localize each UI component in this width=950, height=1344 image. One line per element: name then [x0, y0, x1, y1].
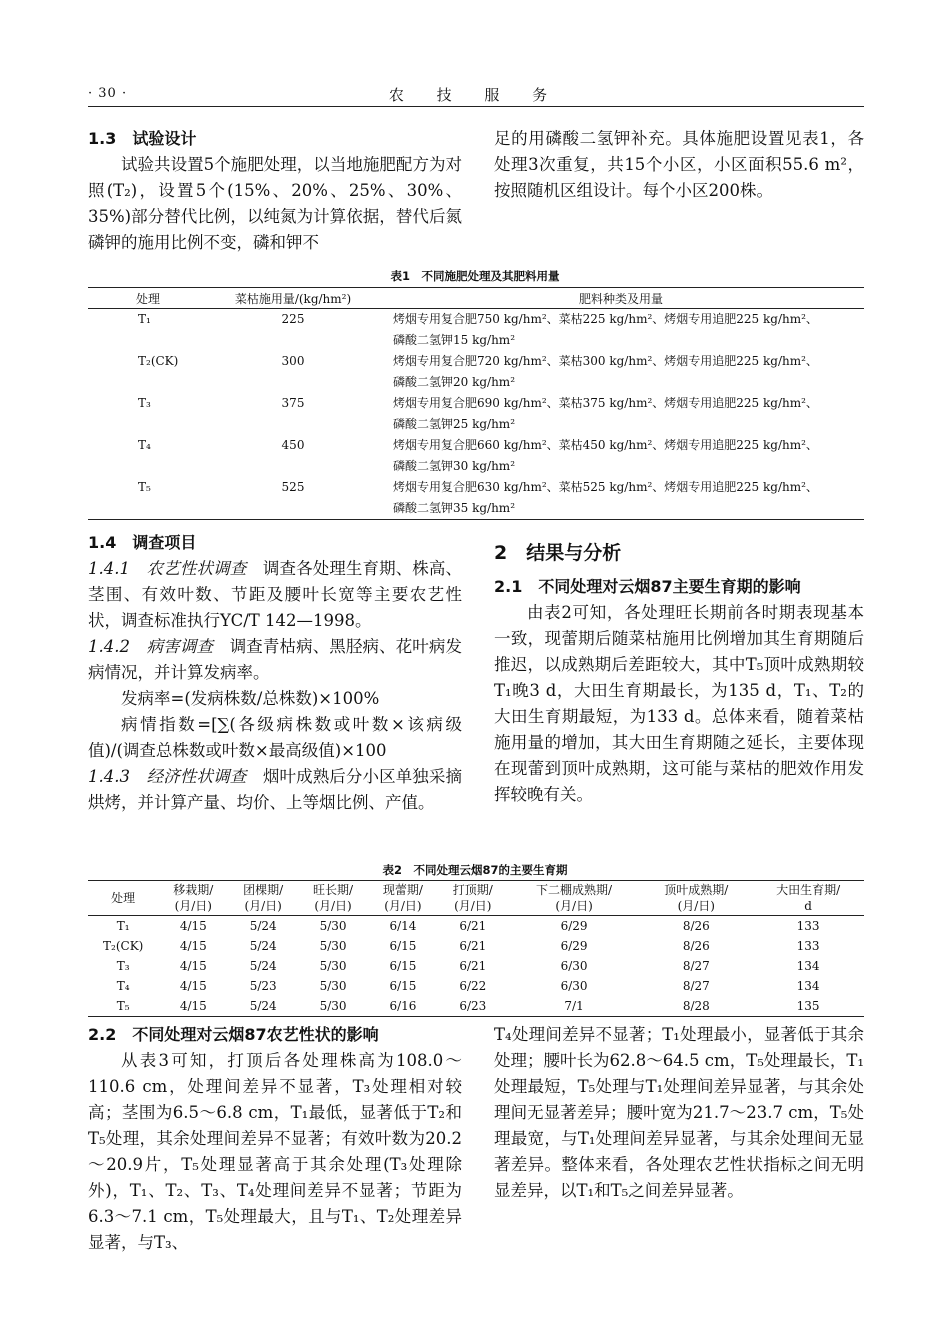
table-2-cell: 8/27	[682, 959, 710, 973]
table-1-header-cell: 肥料种类及用量	[378, 288, 864, 309]
table-2-cell: 8/28	[640, 996, 752, 1017]
table-2-cell: T₂(CK)	[103, 939, 144, 953]
table-2-header-cell	[298, 881, 368, 916]
section-1-4	[88, 530, 462, 816]
table-2-header-cell	[438, 881, 508, 916]
subsection-1-4-2-text: 调查青枯病、黑胫病、花叶病发病情况，并计算发病率。	[88, 637, 463, 682]
table-2-cell: T₅	[88, 996, 158, 1017]
table-2-cell: 6/23	[438, 996, 508, 1017]
table-2-cell: 5/30	[319, 919, 347, 933]
page-number: · 30 ·	[88, 86, 128, 101]
table-2-header-line2: (月/日)	[384, 899, 422, 913]
table-1-amount-cell: 300	[281, 354, 305, 368]
section-1-3-text: 试验共设置5个施肥处理，以当地施肥配方为对照(T₂)，设置5个(15%、20%、25%、30%、35%)部分替代比例，以纯氮为计算依据，替代后氮磷钾的施用比例不变，磷和钾不	[88, 155, 462, 252]
section-2-2-title: 2.2 不同处理对云烟87农艺性状的影响	[88, 1025, 379, 1044]
table-1-empty-cell	[208, 414, 378, 435]
subsection-1-4-1-label: 1.4.1 农艺性状调查	[88, 559, 247, 578]
table-1-fertilizer-cell: 烤烟专用复合肥660 kg/hm²、菜枯450 kg/hm²、烤烟专用追肥225 kg/hm²、	[393, 438, 818, 452]
table-2-cell: T₃	[116, 959, 130, 973]
table-1-header-cell: 处理	[88, 288, 208, 309]
table-1-empty-cell	[88, 498, 208, 520]
journal-title: 农 技 服 务	[388, 86, 562, 104]
table-2-header-line2: (月/日)	[677, 899, 715, 913]
table-1-fertilizer-cell-line2: 磷酸二氢钾30 kg/hm²	[393, 459, 515, 473]
table-2-cell: 4/15	[179, 979, 207, 993]
table-1-treatment-cell: T₃	[138, 396, 151, 410]
table-2-header-line1: 顶叶成熟期/	[664, 883, 729, 897]
table-2-cell: 133	[796, 939, 820, 953]
table-2-header-cell	[368, 881, 438, 916]
table-1-empty-cell	[208, 330, 378, 351]
table-2-cell: 5/24	[249, 959, 277, 973]
table-2-header-line1: 大田生育期/	[776, 883, 841, 897]
table-2-cell: 133	[796, 919, 820, 933]
table-1-empty-cell	[88, 372, 208, 393]
subsection-1-4-1-text: 调查各处理生育期、株高、茎围、有效叶数、节距及腰叶长宽等主要农艺性状，调查标准执行YC/T 142—1998。	[88, 559, 463, 630]
table-1-treatment-cell: T₄	[138, 438, 151, 452]
table-1-row	[88, 435, 864, 456]
formula-incidence: 发病率=(发病株数/总株数)×100%	[121, 689, 380, 708]
section-2-2-text: 从表3可知，打顶后各处理株高为108.0～110.6 cm，处理间差异不显著，T₃处理相对较高；茎围为6.5～6.8 cm，T₁最低，显著低于T₂和T₅处理，其余处理间差异不显著；有效叶数为20.2～20.9片，T₅处理显著高于其余处理(T₃处理除外)，T₁、T₂、T₃、T₄处理间差异不显著；节距为6.3～7.1 cm，T₅处理最大，且与T₁、T₂处理差异显著，与T₃、	[88, 1051, 462, 1252]
table-1-fertilizer-cell: 烤烟专用复合肥690 kg/hm²、菜枯375 kg/hm²、烤烟专用追肥225 kg/hm²、	[393, 396, 818, 410]
table-2-header-cell	[640, 881, 752, 916]
table-2-header-cell	[228, 881, 298, 916]
table-2-header-line2: (月/日)	[314, 899, 352, 913]
table-1-amount-cell: 450	[281, 438, 305, 452]
table-1-row	[88, 393, 864, 414]
section-2-2-continued-text: T₄处理间差异不显著；T₁处理最小，显著低于其余处理；腰叶长为62.8～64.5 cm，T₅处理最长，T₁处理最短，T₅处理与T₁处理间差异显著，与其余处理间无显著差异；腰叶宽为21.7～23.7 cm，T₅处理最宽，与T₁处理间差异显著，与其余处理间无显著差异。整体来看，各处理农艺性状指标之间无明显差异，以T₁和T₅之间差异显著。	[494, 1025, 864, 1200]
table-2-header-line1: 移栽期/	[173, 883, 214, 897]
table-2-cell: 8/26	[682, 919, 710, 933]
table-1-fertilizer-cell-line2: 磷酸二氢钾15 kg/hm²	[393, 333, 515, 347]
table-1-fertilizer-cell-line2: 磷酸二氢钾25 kg/hm²	[393, 417, 515, 431]
table-1-row	[88, 309, 864, 331]
table-1-header-cell: 菜枯施用量/(kg/hm²)	[208, 288, 378, 309]
subsection-1-4-2-label: 1.4.2 病害调查	[88, 637, 214, 656]
table-2-cell: 6/15	[389, 959, 417, 973]
section-1-3	[88, 126, 462, 256]
table-2-header-cell	[508, 881, 641, 916]
table-1-amount-cell: 525	[281, 480, 305, 494]
table-1-row-continued	[88, 498, 864, 520]
table-1-treatment-cell: T₁	[138, 312, 151, 326]
table-2-cell: 4/15	[158, 996, 228, 1017]
table-2-header-line2: (月/日)	[555, 899, 593, 913]
table-2-cell: 5/30	[319, 939, 347, 953]
table-2-cell: 5/24	[228, 996, 298, 1017]
table-2-cell: 134	[796, 979, 820, 993]
table-1-treatment-cell: T₅	[138, 480, 151, 494]
table-1-row	[88, 477, 864, 498]
section-2-1-title: 2.1 不同处理对云烟87主要生育期的影响	[494, 577, 801, 596]
header-rule	[88, 106, 864, 107]
table-2-row	[88, 976, 864, 996]
table-2-cell: 6/22	[459, 979, 487, 993]
table-1-treatment-cell: T₂(CK)	[138, 354, 179, 368]
subsection-1-4-3-text: 烟叶成熟后分小区单独采摘烘烤，并计算产量、均价、上等烟比例、产值。	[88, 767, 463, 812]
table-2-cell: T₄	[116, 979, 130, 993]
table-2-header-line2: (月/日)	[174, 899, 212, 913]
table-1-caption: 表1 不同施肥处理及其肥料用量	[390, 269, 560, 283]
table-2-cell: 6/21	[459, 919, 487, 933]
table-2-cell: 6/21	[459, 939, 487, 953]
table-2-row	[88, 956, 864, 976]
table-2-header-line1: 处理	[111, 891, 136, 905]
table-1-row-continued	[88, 456, 864, 477]
table-2-header-line1: 下二棚成熟期/	[536, 883, 613, 897]
section-2-2-continued	[494, 1022, 864, 1204]
table-2-cell: 5/30	[319, 979, 347, 993]
table-2-cell: 6/21	[459, 959, 487, 973]
table-1-row	[88, 351, 864, 372]
table-1-amount-cell: 225	[281, 312, 305, 326]
table-1-empty-cell	[88, 456, 208, 477]
table-2-header-cell	[88, 881, 158, 916]
table-1-row-continued	[88, 330, 864, 351]
section-2-1-text: 由表2可知，各处理旺长期前各时期表现基本一致，现蕾期后随菜枯施用比例增加其生育期随后推迟，以成熟期后差距较大，其中T₅顶叶成熟期较T₁晚3 d，大田生育期最长，为135 d，T₁、T₂的大田生育期最短，为133 d。总体来看，随着菜枯施用量的增加，其大田生育期随之延长，主要体现在现蕾到顶叶成熟期，这可能与菜枯的肥效作用发挥较晚有关。	[494, 603, 864, 804]
table-1-header-row	[88, 288, 864, 309]
table-2-header-line1: 打顶期/	[452, 883, 493, 897]
table-2-header-row	[88, 881, 864, 916]
section-2-title: 2 结果与分析	[494, 542, 622, 564]
section-2-2	[88, 1022, 462, 1256]
table-2-cell: 5/24	[249, 939, 277, 953]
table-2-cell: 5/23	[249, 979, 277, 993]
table-2-cell: 7/1	[508, 996, 641, 1017]
table-2-row	[88, 936, 864, 956]
table-2-header-cell	[752, 881, 864, 916]
table-1	[88, 287, 864, 520]
section-2	[494, 540, 864, 808]
table-1-empty-cell	[88, 414, 208, 435]
table-2-header-line1: 团棵期/	[243, 883, 284, 897]
table-2-cell: 134	[796, 959, 820, 973]
table-2-header-cell	[158, 881, 228, 916]
formula-disease-index: 病情指数=[∑(各级病株数或叶数×该病级值)/(调查总株数或叶数×最高级值)×100	[88, 715, 462, 760]
table-2-cell: T₁	[116, 919, 130, 933]
table-2-cell: 4/15	[179, 959, 207, 973]
table-2-cell: 5/30	[298, 996, 368, 1017]
table-2-cell: 8/27	[682, 979, 710, 993]
table-2-cell: 6/15	[389, 979, 417, 993]
table-1-empty-cell	[208, 498, 378, 520]
section-1-3-continued-text: 足的用磷酸二氢钾补充。具体施肥设置见表1，各处理3次重复，共15个小区，小区面积55.6 m²，按照随机区组设计。每个小区200株。	[494, 129, 864, 200]
table-2-cell: 6/30	[560, 979, 588, 993]
table-1-empty-cell	[208, 456, 378, 477]
table-2-cell: 6/16	[368, 996, 438, 1017]
section-1-3-title: 1.3 试验设计	[88, 129, 197, 148]
table-1-fertilizer-cell-line2: 磷酸二氢钾35 kg/hm²	[378, 498, 864, 520]
table-1-fertilizer-cell: 烤烟专用复合肥630 kg/hm²、菜枯525 kg/hm²、烤烟专用追肥225 kg/hm²、	[393, 480, 818, 494]
table-1-row-continued	[88, 414, 864, 435]
table-2-cell: 6/14	[389, 919, 417, 933]
table-2-cell: 8/26	[682, 939, 710, 953]
table-2-header-line2: d	[804, 899, 812, 913]
table-2-row	[88, 916, 864, 937]
table-2-cell: 6/29	[560, 919, 588, 933]
table-1-empty-cell	[88, 330, 208, 351]
table-2-header-line1: 现蕾期/	[382, 883, 423, 897]
table-1-fertilizer-cell: 烤烟专用复合肥720 kg/hm²、菜枯300 kg/hm²、烤烟专用追肥225 kg/hm²、	[393, 354, 818, 368]
section-1-3-continued	[494, 126, 864, 204]
table-2-cell: 4/15	[179, 919, 207, 933]
table-2-cell: 5/30	[319, 959, 347, 973]
section-1-4-title: 1.4 调查项目	[88, 533, 197, 552]
table-1-amount-cell: 375	[281, 396, 305, 410]
table-2-caption: 表2 不同处理云烟87的主要生育期	[382, 863, 568, 877]
table-2-cell: 4/15	[179, 939, 207, 953]
table-2-cell: 6/29	[560, 939, 588, 953]
table-2-header-line1: 旺长期/	[313, 883, 354, 897]
table-2-cell: 6/15	[389, 939, 417, 953]
table-2	[88, 880, 864, 1017]
table-2-header-line2: (月/日)	[454, 899, 492, 913]
subsection-1-4-3-label: 1.4.3 经济性状调查	[88, 767, 247, 786]
table-2-cell: 6/30	[560, 959, 588, 973]
table-2-cell: 135	[752, 996, 864, 1017]
table-1-fertilizer-cell-line2: 磷酸二氢钾20 kg/hm²	[393, 375, 515, 389]
table-2-cell: 5/24	[249, 919, 277, 933]
table-1-row-continued	[88, 372, 864, 393]
table-1-empty-cell	[208, 372, 378, 393]
table-2-header-line2: (月/日)	[244, 899, 282, 913]
table-2-row	[88, 996, 864, 1017]
table-1-fertilizer-cell: 烤烟专用复合肥750 kg/hm²、菜枯225 kg/hm²、烤烟专用追肥225 kg/hm²、	[393, 312, 818, 326]
